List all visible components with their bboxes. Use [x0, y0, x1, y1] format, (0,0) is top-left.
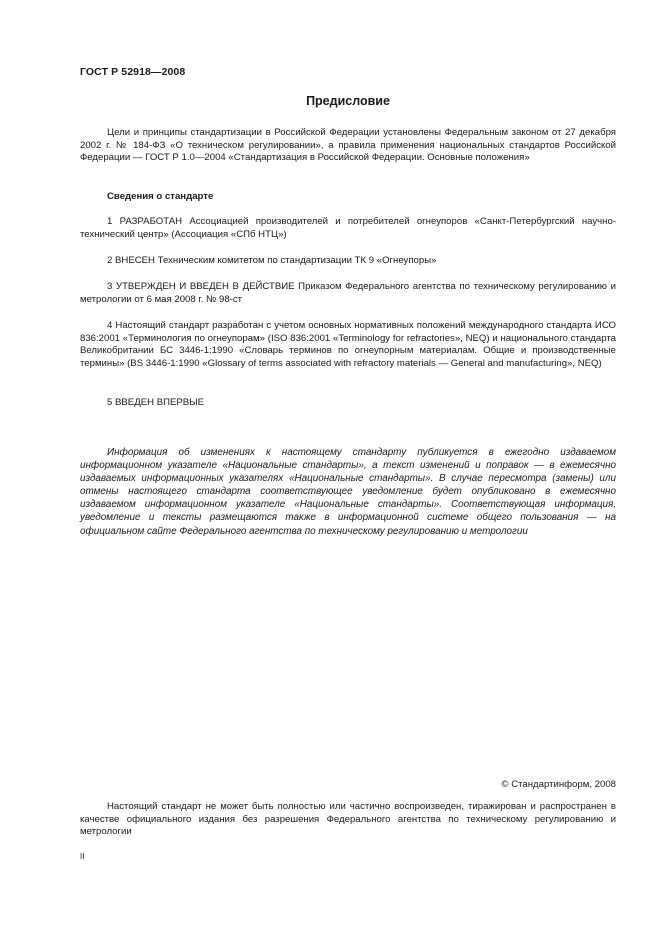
page-number: II: [80, 852, 85, 861]
reproduction-notice: Настоящий стандарт не может быть полностью или частично воспроизведен, тиражирован и распространен в качестве официального издания без разрешения Федерального агентства по техническому регулированию и метрологии: [80, 801, 616, 838]
page-title: Предисловие: [306, 94, 390, 108]
changes-info-paragraph: Информация об изменениях к настоящему стандарту публикуется в ежегодно издаваемом информационном указателе «Национальные стандарты», а текст изменений и поправок — в ежемесячно издаваемых информационных указателях «Национальные стандарты». В случае пересмотра (замены) или отмены настоящего стандарта соответствующее уведомление будет опубликовано в ежемесячно издаваемом информационном указателе «Национальные стандарты». Соответствующая информация, уведомление и тексты размещаются также в информационной системе общего пользования — на официальном сайте Федерального агентства по техническому регулированию и метрологии: [80, 447, 616, 537]
standard-info-item-2: 2 ВНЕСЕН Техническим комитетом по стандартизации ТК 9 «Огнеупоры»: [107, 255, 437, 266]
standard-info-heading: Сведения о стандарте: [107, 191, 214, 202]
document-code-header: ГОСТ Р 52918—2008: [80, 66, 186, 78]
standard-info-item-4: 4 Настоящий стандарт разработан с учетом основных нормативных положений международного стандарта ИСО 836:2001 «Терминология по огнеупорам» (ISO 836:2001 «Terminology for refractories», NEQ) и национального стандарта Великобритании БС 3446-1:1990 «Словарь терминов по огнеупорным материалам. Общие и производственные термины» (BS 3446-1:1990 «Glossary of terms associated with refractory materials — General and manufacturing», NEQ): [80, 320, 616, 369]
standard-info-item-5: 5 ВВЕДЕН ВПЕРВЫЕ: [107, 397, 205, 408]
standard-info-item-1: 1 РАЗРАБОТАН Ассоциацией производителей и потребителей огнеупоров «Санкт-Петербургский научно-технический центр» (Ассоциация «СПб НТЦ»): [80, 216, 616, 240]
preface-paragraph: Цели и принципы стандартизации в Российской Федерации установлены Федеральным законом от 27 декабря 2002 г. № 184-ФЗ «О техническом регулировании», а правила применения национальных стандартов Российской Федерации — ГОСТ Р 1.0—2004 «Стандартизация в Российской Федерации. Основные положения»: [80, 127, 616, 164]
copyright-notice: © Стандартинформ, 2008: [501, 779, 616, 790]
standard-info-item-3: 3 УТВЕРЖДЕН И ВВЕДЕН В ДЕЙСТВИЕ Приказом Федерального агентства по техническому регулированию и метрологии от 6 мая 2008 г. № 98-ст: [80, 281, 616, 305]
